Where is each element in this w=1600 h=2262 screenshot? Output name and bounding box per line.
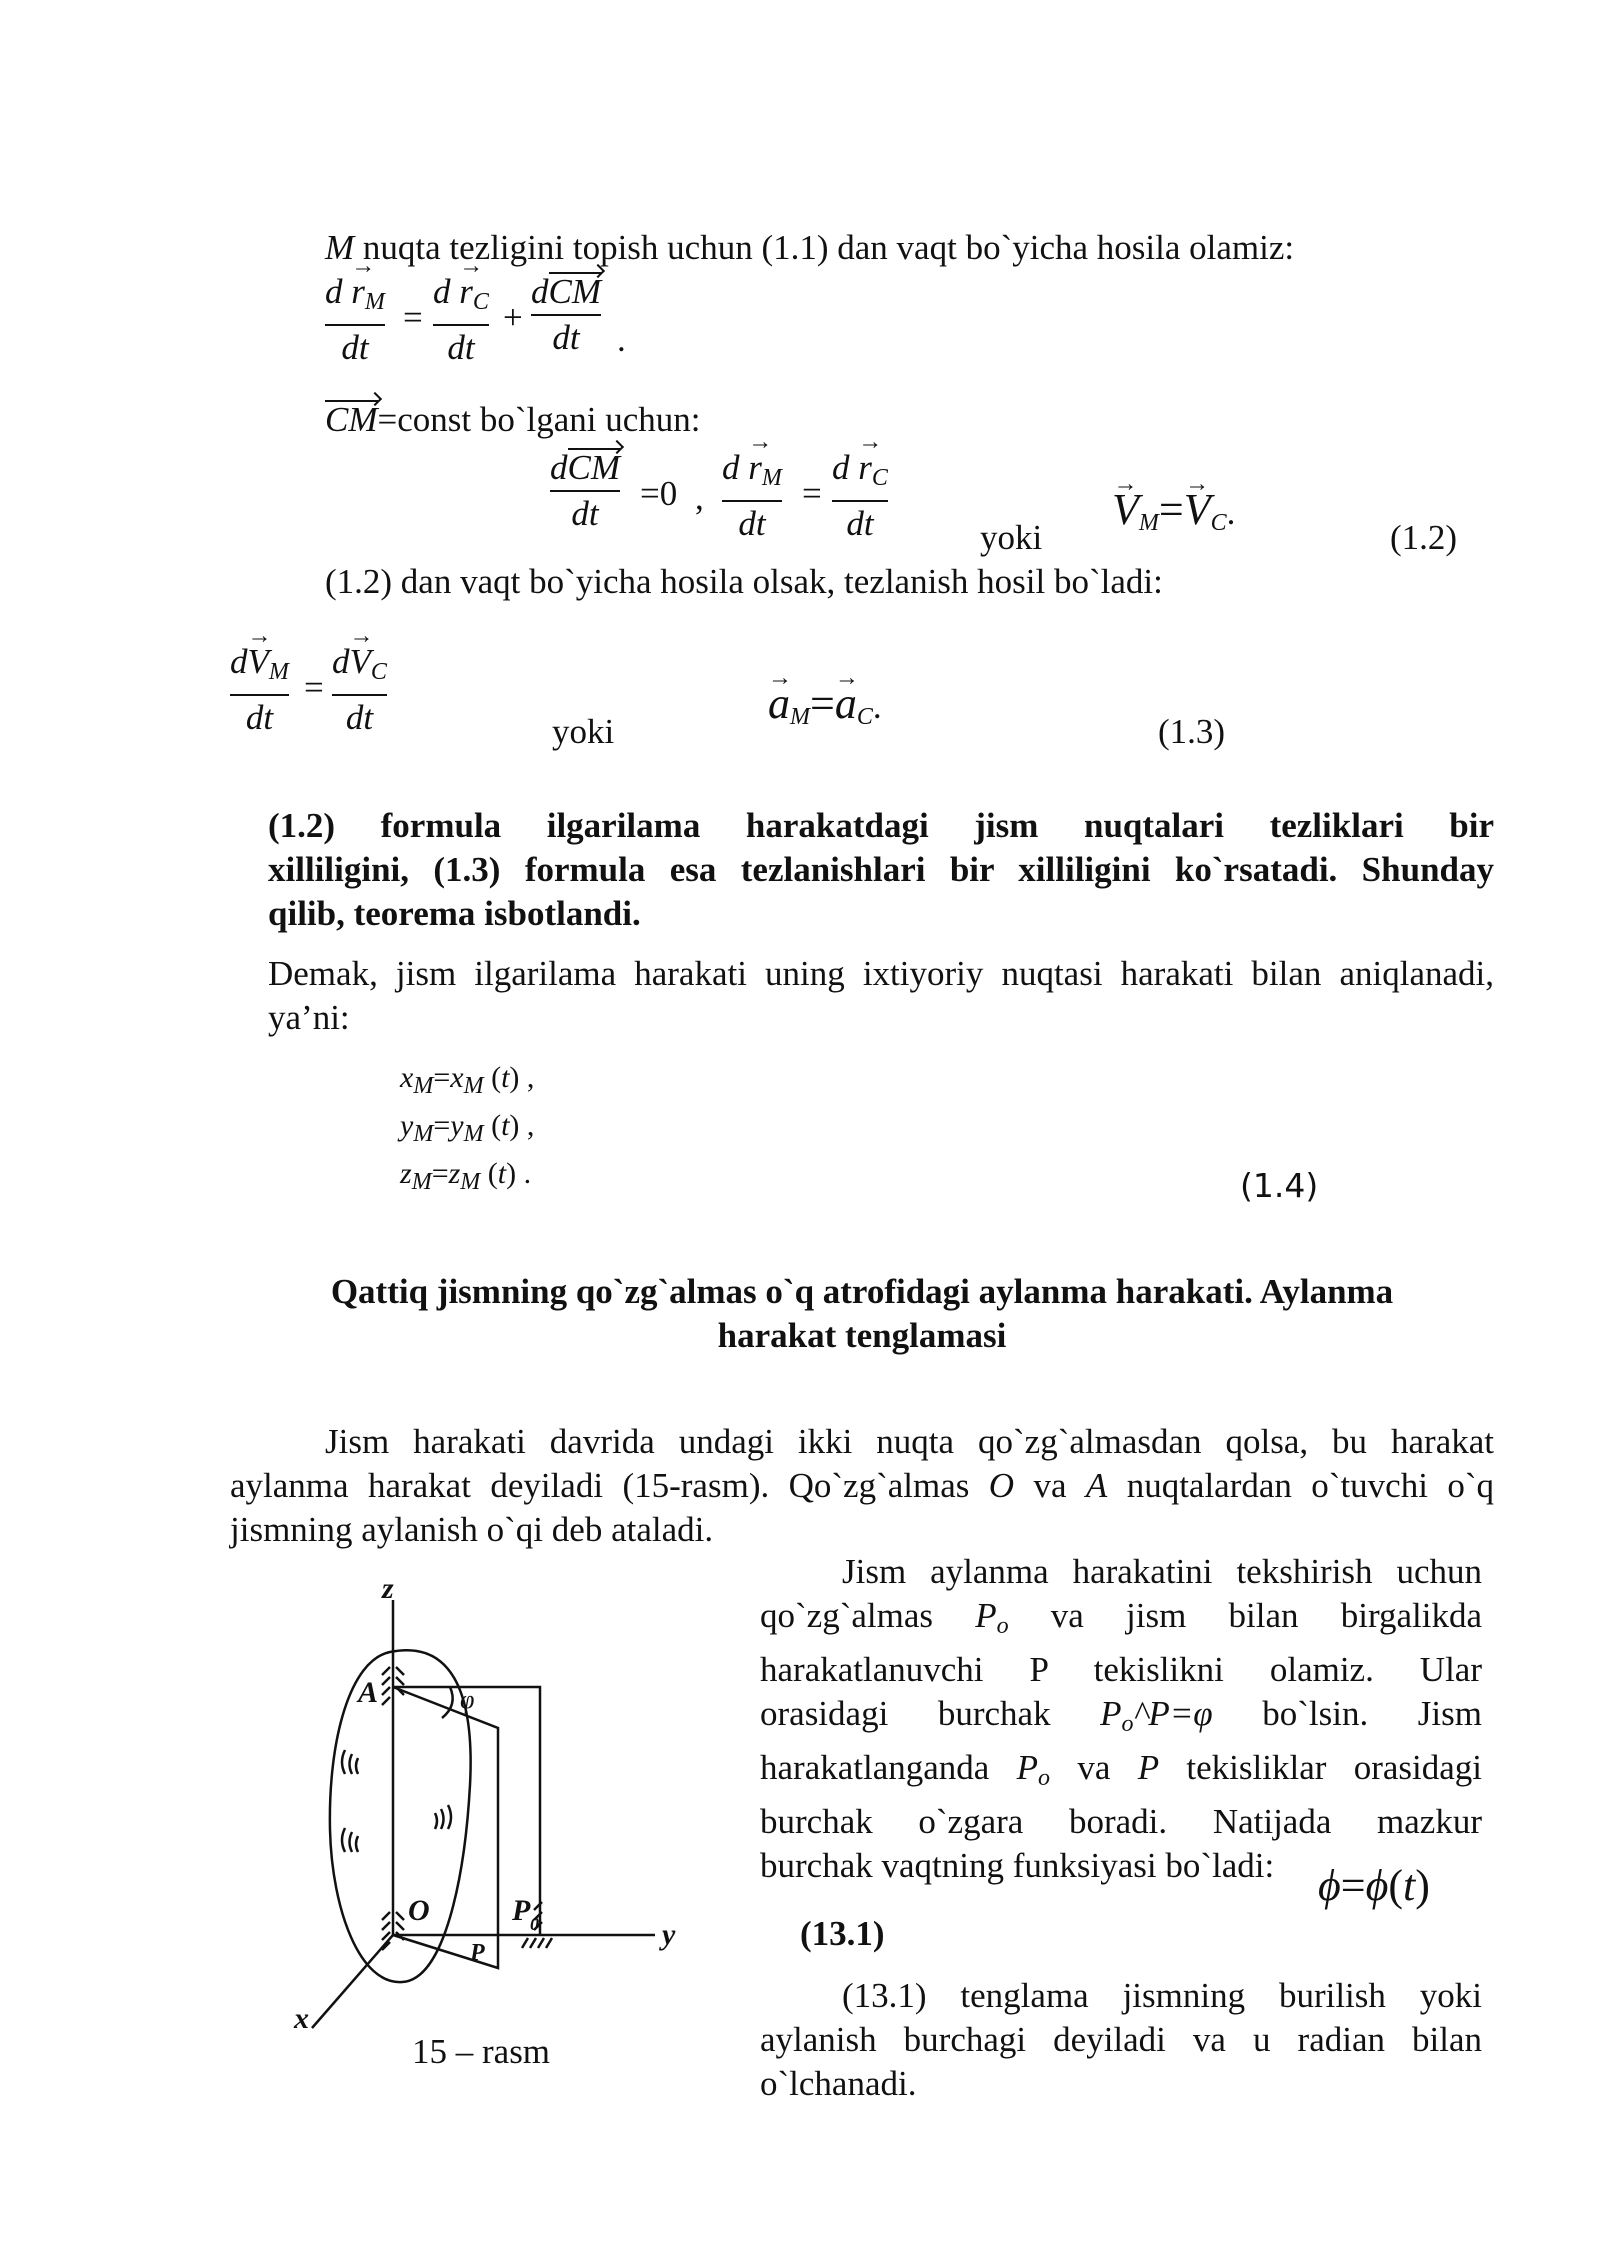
equation-13-1: ϕ=ϕ(t) — [1318, 1861, 1430, 1910]
label-phi: φ — [460, 1685, 475, 1714]
body-outline — [330, 1650, 471, 1982]
label-z: z — [382, 1580, 394, 1605]
text-paragraph-definition: Jism harakati davrida undagi ikki nuqta qo`zg`almasdan qolsa, bu harakat — [325, 1422, 1494, 1461]
text-paragraph-demak: Demak, jism ilgarilama harakati uning ixtiyoriy nuqtasi harakati bilan aniqlanadi, — [268, 954, 1494, 993]
angle-arc — [442, 1687, 453, 1718]
equation-1-3: $d\to V_M$ dt = $d\to V_C$ dt yoki → $a_M=\to a_C$. (1.3) — [230, 640, 1230, 750]
text-paragraph-right-column: Jism aylanma harakatini tekshirish uchun qo`zg`almas $P_o$ va jism bilan birgalikda harakatlanuvchi P tekislikni olamiz. Ular orasidagi burchak $P_o\^{}P=\varphi$ bo`lsin. Jism harakatlanganda $P_o$ va P tekisliklar orasidagi burchak o`zgara boradi. Natijada mazkur burchak vaqtning funksiyasi bo`ladi: — [760, 1552, 1483, 1885]
figure-rotation-diagram — [290, 1580, 710, 2040]
fraction-drC-dt: $d \to r_C$ dt — [433, 270, 489, 370]
bold-paragraph: (1.2) formula ilgarilama harakatdagi jism nuqtalari tezliklari bir — [268, 806, 1494, 845]
label-x: x — [294, 2002, 309, 2035]
equation-number-1-3: (1.3) — [1158, 712, 1226, 751]
label-P0-sub: 0 — [530, 1914, 539, 1934]
equation-1-2: dCM dt =0 , $d \to r_M$ dt = $d \to r_C$ dt yoki → $V_M=\to V_C$. (1.2) — [550, 446, 1470, 556]
fraction-dCM-dt: dCM dt — [531, 272, 601, 357]
equation-number-1-2: (1.2) — [1390, 518, 1458, 557]
fraction-drM-dt: $d \to r_M$ dt — [325, 270, 385, 370]
eq-z: $z_M=z_M$ (t) . — [400, 1157, 532, 1195]
equation-1: $d \to r_M$ dt = $d \to r_C$ dt + dCM dt . — [325, 270, 645, 380]
fraction-dCM-dt-2: dCM dt — [550, 448, 620, 533]
fraction-drC-dt-2: $d \to r_C$ dt — [832, 446, 888, 546]
text-line-acceleration-intro: (1.2) dan vaqt bo`yicha hosila olsak, tezlanish hosil bo`ladi: — [325, 562, 1163, 601]
label-P0: P — [512, 1894, 531, 1927]
text-line-velocity-intro: M nuqta tezligini topish uchun (1.1) dan vaqt bo`yicha hosila olamiz: — [325, 228, 1295, 267]
fraction-dVM-dt: $d\to V_M$ dt — [230, 640, 289, 740]
figure-caption: 15 – rasm — [412, 2032, 551, 2071]
eq-y: $y_M=y_M$ (t) , — [400, 1109, 535, 1147]
label-O: O — [408, 1894, 430, 1927]
equation-1-4 — [400, 1056, 1340, 1206]
vector-CM: CM — [325, 398, 378, 442]
label-A: A — [358, 1676, 379, 1709]
section-heading: Qattiq jismning qo`zg`almas o`q atrofidagi aylanma harakati. Aylanma harakat tenglamasi — [330, 1272, 1394, 1355]
equation-number-1-4: (1.4) — [1240, 1166, 1319, 1205]
text-paragraph-13-1: (13.1) tenglama jismning burilish yoki aylanish burchagi deyiladi va u radian bilan o`lchanadi. — [760, 1976, 1482, 2103]
label-P: P — [470, 1940, 485, 1966]
fraction-drM-dt-2: $d \to r_M$ dt — [722, 446, 782, 546]
x-axis — [312, 1935, 393, 2028]
label-y: y — [662, 1918, 676, 1951]
equation-number-13-1: (13.1) — [800, 1914, 885, 1953]
point-M: M — [325, 228, 355, 267]
fraction-dVC-dt: $d\to V_C$ dt — [332, 640, 387, 740]
eq-x: $x_M=x_M$ (t) , — [400, 1061, 535, 1099]
text-line-cm-const: CM=const bo`lgani uchun: — [325, 398, 701, 442]
